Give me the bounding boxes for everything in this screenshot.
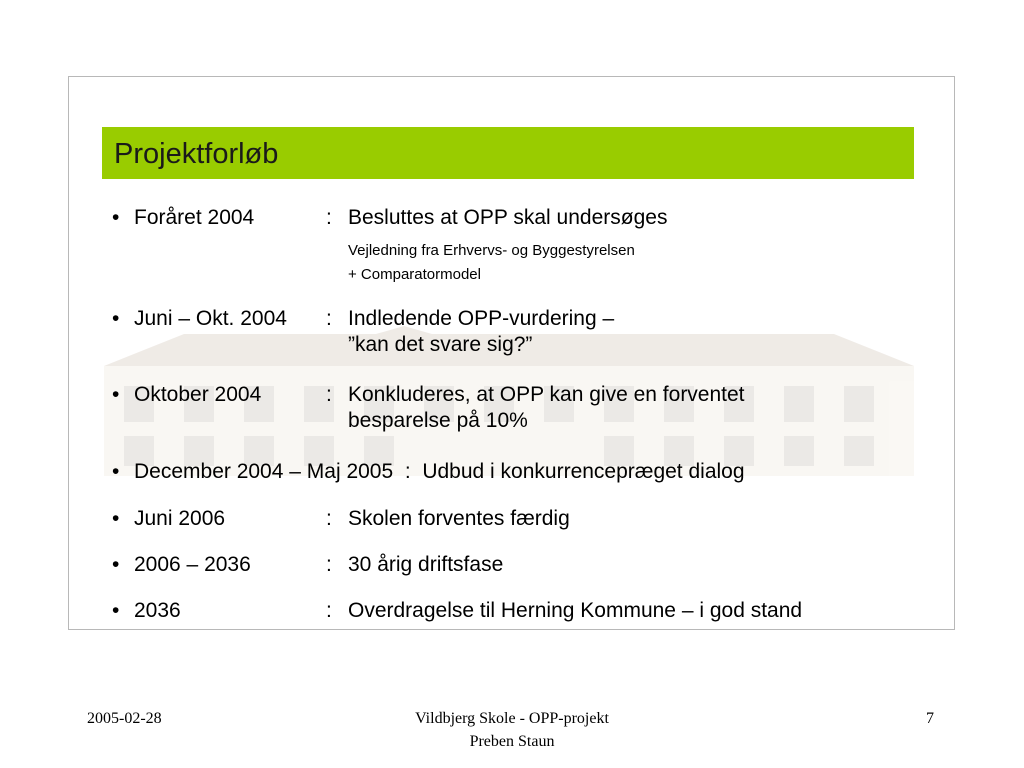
- footer-author: Preben Staun: [469, 733, 555, 750]
- bullet: •: [112, 206, 120, 229]
- item-note: Vejledning fra Erhvervs- og Byggestyrelsen: [348, 242, 635, 259]
- item-description: Overdragelse til Herning Kommune – i god stand: [348, 599, 803, 622]
- item-date: Oktober 2004: [134, 383, 262, 406]
- item-note: + Comparatormodel: [348, 266, 481, 283]
- item-separator: :: [326, 307, 332, 330]
- item-separator: :: [326, 553, 332, 576]
- item-description-line2: ”kan det svare sig?”: [348, 333, 533, 356]
- item-description: Indledende OPP-vurdering –: [348, 307, 615, 330]
- item-separator: :: [326, 507, 332, 530]
- item-separator: :: [326, 206, 332, 229]
- item-date: Juni 2006: [134, 507, 226, 530]
- bullet: •: [112, 553, 120, 576]
- item-description: Konkluderes, at OPP kan give en forventet: [348, 383, 745, 406]
- item-description: 30 årig driftsfase: [348, 553, 504, 576]
- item-date: 2036: [134, 599, 181, 622]
- bullet: •: [112, 507, 120, 530]
- footer-date: 2005-02-28: [87, 710, 162, 727]
- slide-title: Projektforløb: [114, 138, 279, 170]
- bullet: •: [112, 383, 120, 406]
- item-separator: :: [326, 599, 332, 622]
- bullet: •: [112, 599, 120, 622]
- bullet: •: [112, 460, 120, 483]
- item-separator: :: [326, 383, 332, 406]
- item-date: 2006 – 2036: [134, 553, 251, 576]
- item-date: Juni – Okt. 2004: [134, 307, 287, 330]
- item-date: Foråret 2004: [134, 206, 255, 229]
- item-description: Skolen forventes færdig: [348, 507, 570, 530]
- page-number: 7: [926, 710, 934, 727]
- item-description: Besluttes at OPP skal undersøges: [348, 206, 668, 229]
- item-description-line2: besparelse på 10%: [348, 409, 528, 432]
- bullet: •: [112, 307, 120, 330]
- title-bar: [102, 127, 914, 179]
- footer-presentation-title: Vildbjerg Skole - OPP-projekt: [415, 710, 609, 727]
- item-text: December 2004 – Maj 2005 : Udbud i konkurrencepræget dialog: [134, 460, 745, 483]
